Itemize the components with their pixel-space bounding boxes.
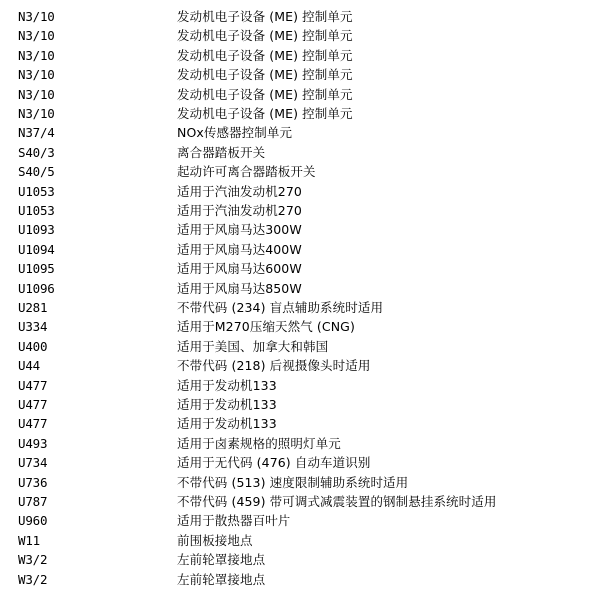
component-description: 适用于汽油发动机270	[177, 183, 302, 199]
list-item	[0, 298, 606, 317]
list-item	[0, 85, 606, 104]
component-description: 左前轮罩接地点	[177, 552, 266, 568]
list-item	[0, 123, 606, 142]
component-description: 适用于M270压缩天然气 (CNG)	[177, 319, 355, 335]
component-description: 起动许可离合器踏板开关	[177, 164, 316, 180]
component-code: U1096	[18, 280, 55, 296]
list-item	[0, 143, 606, 162]
component-code: U493	[18, 435, 48, 451]
list-item	[0, 473, 606, 492]
component-code: S40/3	[18, 144, 55, 160]
list-item	[0, 434, 606, 453]
component-code: W11	[18, 532, 40, 548]
component-description: 不带代码 (218) 后视摄像头时适用	[177, 358, 371, 374]
list-item	[0, 162, 606, 181]
component-code: U400	[18, 338, 48, 354]
list-item	[0, 356, 606, 375]
list-item	[0, 104, 606, 123]
list-item	[0, 531, 606, 550]
component-code: U1053	[18, 183, 55, 199]
component-description: 适用于发动机133	[177, 397, 277, 412]
list-item	[0, 7, 606, 26]
component-description: 适用于卤素规格的照明灯单元	[177, 435, 341, 451]
component-code: U281	[18, 300, 48, 315]
component-code: W3/2	[18, 571, 48, 587]
component-code: U1094	[18, 241, 55, 257]
component-code: N3/10	[18, 47, 55, 63]
component-description: 适用于无代码 (476) 自动车道识别	[177, 455, 371, 471]
component-description: 不带代码 (459) 带可调式减震装置的钢制悬挂系统时适用	[177, 494, 497, 509]
component-code: U734	[18, 455, 48, 471]
component-code: W3/2	[18, 552, 48, 568]
list-item	[0, 279, 606, 298]
component-code: N3/10	[18, 86, 55, 102]
component-description: 适用于风扇马达850W	[177, 280, 302, 296]
component-description: 适用于风扇马达300W	[177, 222, 302, 238]
list-item	[0, 453, 606, 472]
component-description: 不带代码 (234) 盲点辅助系统时适用	[177, 300, 384, 315]
component-description: 适用于风扇马达400W	[177, 241, 302, 257]
component-code: U960	[18, 513, 48, 529]
list-item	[0, 46, 606, 65]
component-description: 适用于风扇马达600W	[177, 261, 302, 277]
component-code: U736	[18, 474, 48, 490]
list-item	[0, 201, 606, 220]
component-description: 适用于散热器百叶片	[177, 513, 291, 529]
component-code: U1093	[18, 222, 55, 238]
component-code: U1095	[18, 261, 55, 277]
component-code: U1053	[18, 203, 55, 218]
component-code: N3/10	[18, 9, 55, 24]
component-description: 适用于美国、加拿大和韩国	[177, 338, 329, 354]
component-description: 适用于汽油发动机270	[177, 203, 302, 218]
component-description: 发动机电子设备 (ME) 控制单元	[177, 67, 353, 83]
component-code: U477	[18, 416, 48, 432]
list-item	[0, 376, 606, 395]
list-item	[0, 395, 606, 414]
list-item	[0, 550, 606, 569]
component-description: NOx传感器控制单元	[177, 125, 293, 141]
list-item	[0, 65, 606, 84]
component-description: 发动机电子设备 (ME) 控制单元	[177, 9, 353, 24]
component-description: 发动机电子设备 (ME) 控制单元	[177, 86, 353, 102]
list-item	[0, 182, 606, 201]
component-code: N3/10	[18, 28, 55, 44]
component-description: 离合器踏板开关	[177, 144, 266, 160]
component-code: N3/10	[18, 67, 55, 83]
component-code: N37/4	[18, 125, 55, 141]
component-code: U477	[18, 397, 48, 412]
list-item	[0, 317, 606, 336]
list-item	[0, 337, 606, 356]
component-description: 适用于发动机133	[177, 416, 277, 432]
component-code: U477	[18, 377, 48, 393]
component-code: S40/5	[18, 164, 55, 180]
list-item	[0, 259, 606, 278]
list-item	[0, 220, 606, 239]
component-code: N3/10	[18, 106, 55, 121]
list-item	[0, 240, 606, 259]
component-description: 不带代码 (513) 速度限制辅助系统时适用	[177, 474, 409, 490]
list-item	[0, 414, 606, 433]
component-code: U787	[18, 494, 48, 509]
component-description: 发动机电子设备 (ME) 控制单元	[177, 106, 353, 121]
list-item	[0, 26, 606, 45]
component-code: U44	[18, 358, 40, 374]
component-description: 前围板接地点	[177, 532, 253, 548]
list-item	[0, 570, 606, 589]
component-description: 发动机电子设备 (ME) 控制单元	[177, 47, 353, 63]
list-item	[0, 511, 606, 530]
component-description: 适用于发动机133	[177, 377, 277, 393]
component-description: 发动机电子设备 (ME) 控制单元	[177, 28, 353, 44]
component-description: 左前轮罩接地点	[177, 571, 266, 587]
component-code: U334	[18, 319, 48, 335]
list-item	[0, 492, 606, 511]
